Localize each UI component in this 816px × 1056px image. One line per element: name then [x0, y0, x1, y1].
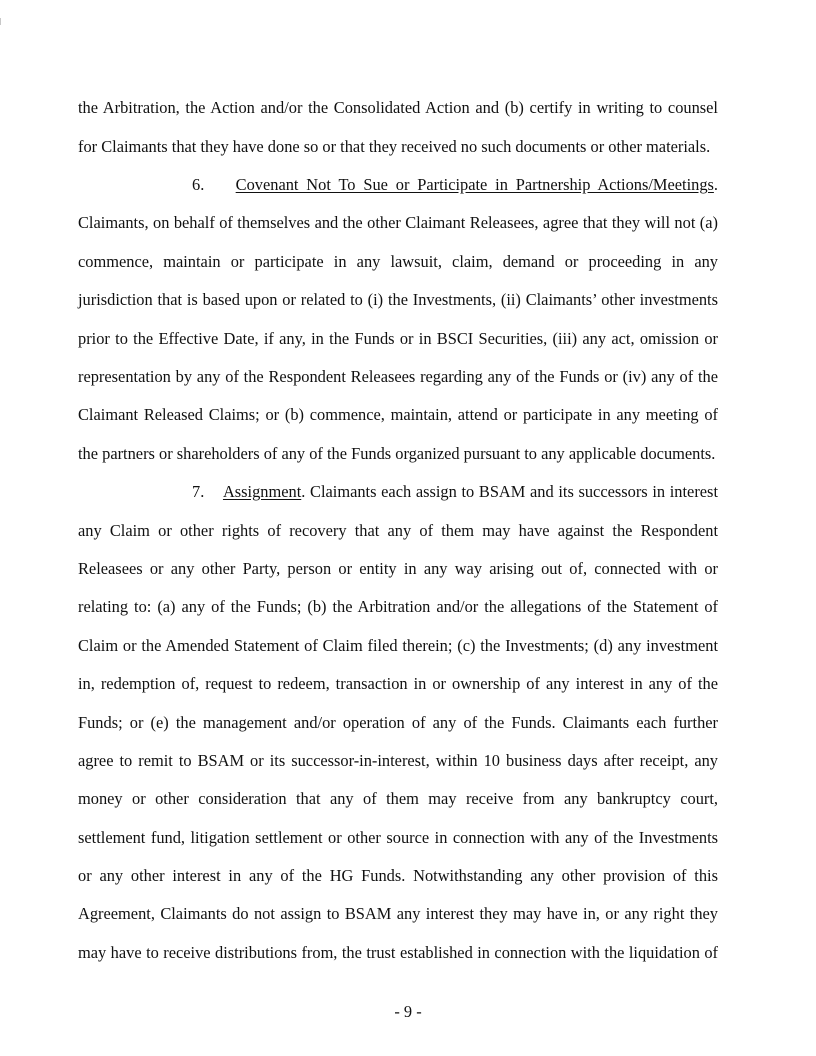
- section-6-heading-line: [192, 175, 718, 195]
- section-7-line: settlement fund, litigation settlement or other source in connection with any of the Investments: [78, 828, 718, 847]
- section-6-line: commence, maintain or participate in any lawsuit, claim, demand or proceeding in any: [78, 252, 718, 271]
- section-7-line: Claim or the Amended Statement of Claim filed therein; (c) the Investments; (d) any investment: [78, 636, 718, 655]
- section-6-line: Claimant Released Claims; or (b) commence, maintain, attend or participate in any meeting of: [78, 405, 718, 424]
- section-6-line: prior to the Effective Date, if any, in the Funds or in BSCI Securities, (iii) any act, omission or: [78, 329, 718, 348]
- section-7-line: may have to receive distributions from, the trust established in connection with the liquidation of: [78, 943, 718, 962]
- section-7-first-line: . Claimants each assign to BSAM and its successors in interest: [301, 482, 718, 501]
- section-7-line: any Claim or other rights of recovery that any of them may have against the Respondent: [78, 521, 718, 540]
- section-6-line: jurisdiction that is based upon or related to (i) the Investments, (ii) Claimants’ other investments: [78, 290, 718, 309]
- section-7-line: agree to remit to BSAM or its successor-in-interest, within 10 business days after receipt, any: [78, 751, 718, 770]
- section-7-line: relating to: (a) any of the Funds; (b) the Arbitration and/or the allegations of the Statement of: [78, 597, 718, 616]
- paragraph-line: the Arbitration, the Action and/or the Consolidated Action and (b) certify in writing to counsel: [78, 98, 718, 117]
- section-7-heading: Assignment: [222, 482, 302, 501]
- section-6-line: the partners or shareholders of any of the Funds organized pursuant to any applicable documents.: [78, 444, 716, 463]
- paragraph-line: for Claimants that they have done so or that they received no such documents or other materials.: [78, 137, 711, 156]
- section-7-line: in, redemption of, request to redeem, transaction in or ownership of any interest in any of the: [78, 674, 718, 693]
- section-6-number: 6.: [192, 175, 205, 194]
- section-7-line: or any other interest in any of the HG Funds. Notwithstanding any other provision of this: [78, 866, 718, 885]
- section-6-line: representation by any of the Respondent Releasees regarding any of the Funds or (iv) any of the: [78, 367, 718, 386]
- section-6-heading-end: .: [713, 175, 718, 194]
- section-7-line: Funds; or (e) the management and/or operation of any of the Funds. Claimants each further: [78, 713, 718, 732]
- page-number: - 9 -: [394, 1002, 422, 1021]
- scan-edge-mark: [0, 18, 1, 25]
- section-6-line: Claimants, on behalf of themselves and the other Claimant Releasees, agree that they will not (a): [78, 213, 718, 232]
- section-7-number: 7.: [192, 482, 205, 501]
- section-6-heading: Covenant Not To Sue or Participate in Partnership Actions/Meetings: [235, 175, 714, 194]
- section-7-line: money or other consideration that any of them may receive from any bankruptcy court,: [78, 789, 718, 808]
- section-7-line: Releasees or any other Party, person or entity in any way arising out of, connected with or: [78, 559, 718, 578]
- section-7-heading-line: [192, 482, 718, 502]
- section-7-line: Agreement, Claimants do not assign to BSAM any interest they may have in, or any right they: [78, 904, 718, 923]
